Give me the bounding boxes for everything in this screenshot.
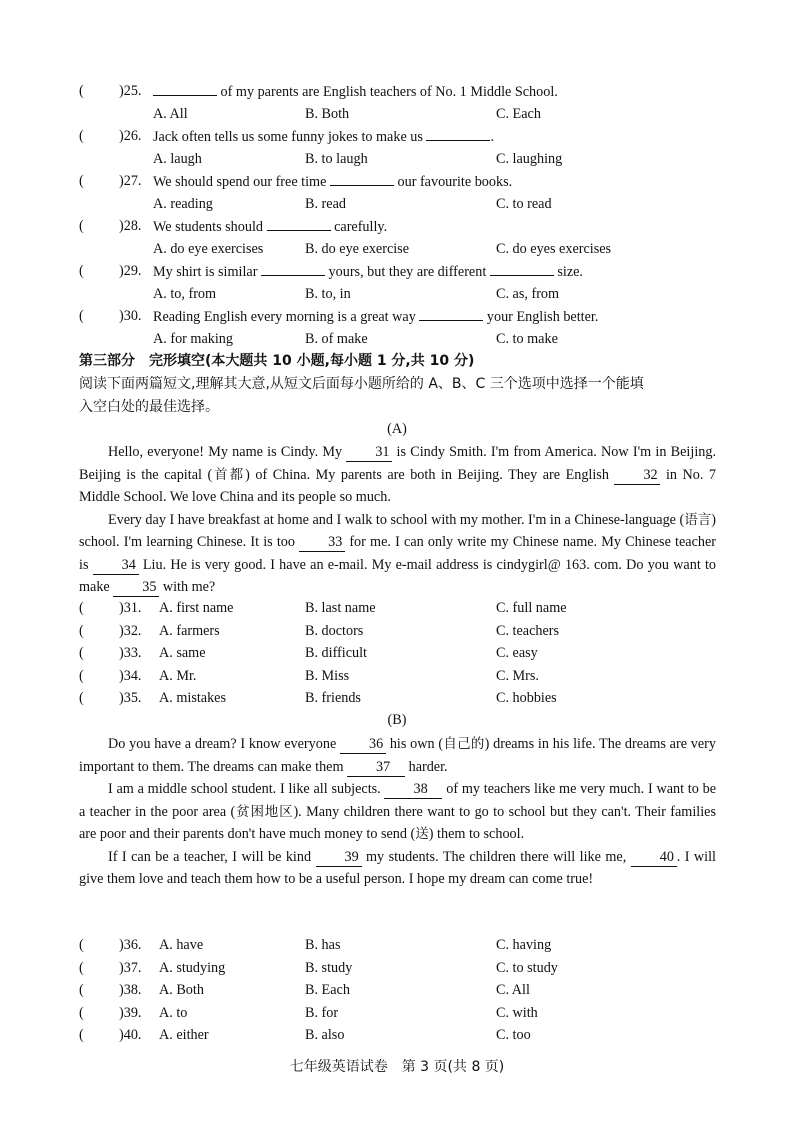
- section-heading: 第三部分 完形填空(本大题共 10 小题,每小题 1 分,共 10 分): [79, 353, 475, 369]
- option-a: A. All: [153, 106, 188, 122]
- option-c: C. to read: [496, 196, 552, 212]
- option-b: B. for: [305, 1005, 339, 1021]
- answer-blank: [426, 126, 490, 141]
- cloze-blank: 38: [384, 780, 442, 799]
- question-number: )28.: [119, 218, 142, 234]
- option-b: B. of make: [305, 331, 368, 347]
- question-stem: We students should carefully.: [153, 216, 387, 237]
- cloze-blank: 40: [631, 848, 677, 867]
- option-a: A. laugh: [153, 151, 202, 167]
- option-b: B. last name: [305, 600, 376, 616]
- option-b: B. study: [305, 960, 353, 976]
- question-number: )40.: [119, 1027, 142, 1043]
- answer-blank: [267, 216, 331, 231]
- option-b: B. Each: [305, 982, 350, 998]
- answer-bracket: (: [79, 623, 84, 639]
- option-c: C. as, from: [496, 286, 560, 302]
- question-number: )29.: [119, 263, 142, 279]
- option-a: A. have: [159, 937, 204, 953]
- option-a: A. reading: [153, 196, 213, 212]
- option-c: C. full name: [496, 600, 567, 616]
- option-c: C. to make: [496, 331, 558, 347]
- question-number: )34.: [119, 668, 142, 684]
- option-b: B. do eye exercise: [305, 241, 409, 257]
- question-number: )26.: [119, 128, 142, 144]
- option-c: C. too: [496, 1027, 531, 1043]
- answer-bracket: (: [79, 668, 84, 684]
- question-number: )37.: [119, 960, 142, 976]
- option-a: A. Both: [159, 982, 204, 998]
- option-b: B. Miss: [305, 668, 350, 684]
- option-a: A. first name: [159, 600, 234, 616]
- cloze-blank: 39: [316, 848, 362, 867]
- answer-bracket: (: [79, 600, 84, 616]
- option-c: C. teachers: [496, 623, 560, 639]
- question-number: )36.: [119, 937, 142, 953]
- option-a: A. either: [159, 1027, 209, 1043]
- option-c: C. easy: [496, 645, 538, 661]
- answer-bracket: (: [79, 263, 84, 279]
- page-footer: 七年级英语试卷 第 3 页(共 8 页): [289, 1059, 505, 1075]
- option-b: B. Both: [305, 106, 350, 122]
- option-c: C. to study: [496, 960, 558, 976]
- option-a: A. farmers: [159, 623, 220, 639]
- answer-bracket: (: [79, 937, 84, 953]
- cloze-blank: 36: [340, 735, 386, 754]
- option-a: A. to, from: [153, 286, 217, 302]
- cloze-blank: 35: [113, 578, 159, 597]
- option-a: A. studying: [159, 960, 226, 976]
- option-c: C. All: [496, 982, 530, 998]
- question-number: )39.: [119, 1005, 142, 1021]
- question-number: )25.: [119, 83, 142, 99]
- answer-bracket: (: [79, 128, 84, 144]
- option-b: B. also: [305, 1027, 345, 1043]
- cloze-blank: 37: [347, 758, 405, 777]
- answer-bracket: (: [79, 1005, 84, 1021]
- question-number: )32.: [119, 623, 142, 639]
- answer-blank: [261, 261, 325, 276]
- question-stem: My shirt is similar yours, but they are different size.: [153, 261, 583, 282]
- option-c: C. hobbies: [496, 690, 557, 706]
- question-number: )33.: [119, 645, 142, 661]
- option-b: B. friends: [305, 690, 361, 706]
- answer-bracket: (: [79, 83, 84, 99]
- option-b: B. difficult: [305, 645, 368, 661]
- question-number: )27.: [119, 173, 142, 189]
- passage-a-label: (A): [387, 421, 407, 437]
- option-a: A. same: [159, 645, 206, 661]
- option-a: A. Mr.: [159, 668, 197, 684]
- answer-blank: [419, 306, 483, 321]
- question-number: )35.: [119, 690, 142, 706]
- option-a: A. to: [159, 1005, 188, 1021]
- answer-bracket: (: [79, 308, 84, 324]
- option-c: C. Mrs.: [496, 668, 539, 684]
- option-c: C. having: [496, 937, 552, 953]
- answer-bracket: (: [79, 645, 84, 661]
- answer-bracket: (: [79, 960, 84, 976]
- question-number: )38.: [119, 982, 142, 998]
- passage-b-paragraph-2: I am a middle school student. I like all subjects. 38 of my teachers like me very much. I want to be a teacher in the poor area (贫困地区). Many children there want to go to school but they can't. Their families are poor and their parents don't have much money to send (送) them to school.: [79, 781, 717, 842]
- answer-bracket: (: [79, 690, 84, 706]
- option-c: C. with: [496, 1005, 538, 1021]
- option-b: B. has: [305, 937, 341, 953]
- section-instructions-line2: 入空白处的最佳选择。: [79, 399, 219, 415]
- option-a: A. do eye exercises: [153, 241, 264, 257]
- question-number: )30.: [119, 308, 142, 324]
- cloze-blank: 32: [614, 466, 660, 485]
- passage-a: [79, 441, 716, 599]
- answer-blank: [490, 261, 554, 276]
- passage-b-label: (B): [387, 712, 407, 728]
- option-c: C. Each: [496, 106, 541, 122]
- option-b: B. doctors: [305, 623, 364, 639]
- answer-bracket: (: [79, 982, 84, 998]
- question-stem: of my parents are English teachers of No. 1 Middle School.: [153, 81, 558, 102]
- answer-bracket: (: [79, 218, 84, 234]
- option-c: C. laughing: [496, 151, 563, 167]
- option-c: C. do eyes exercises: [496, 241, 612, 257]
- passage-b-paragraph-1: Do you have a dream? I know everyone 36 his own (自己的) dreams in his life. The dreams are very important to them. The dreams can make them 37 harder.: [79, 736, 716, 775]
- passage-b-paragraph-3: If I can be a teacher, I will be kind 39 my students. The children there will like me, 40 . I will give them love and teach them how to be a useful person. I hope my dream can come true!: [79, 848, 717, 887]
- answer-bracket: (: [79, 173, 84, 189]
- option-a: A. mistakes: [159, 690, 226, 706]
- cloze-blank: 34: [93, 556, 139, 575]
- answer-blank: [153, 81, 217, 96]
- answer-blank: [330, 171, 394, 186]
- option-b: B. read: [305, 196, 346, 212]
- question-stem: Reading English every morning is a great way your English better.: [153, 306, 598, 327]
- option-b: B. to, in: [305, 286, 351, 302]
- answer-bracket: (: [79, 1027, 84, 1043]
- option-a: A. for making: [153, 331, 233, 347]
- passage-a-paragraph-2: Every day I have breakfast at home and I walk to school with my mother. I'm in a Chinese-language (语言) school. I'm learning Chinese. It is too 33 for me. I can only write my Chinese name. My Chinese teacher is 34 Liu. He is very good. I have an e-mail. My e-mail address is cindygirl@ 163. com. Do you want to make 35 with me?: [79, 511, 717, 595]
- passage-b: [79, 733, 716, 891]
- cloze-blank: 33: [299, 533, 345, 552]
- cloze-blank: 31: [346, 443, 392, 462]
- option-b: B. to laugh: [305, 151, 368, 167]
- question-stem: Jack often tells us some funny jokes to make us .: [153, 126, 494, 147]
- question-stem: We should spend our free time our favourite books.: [153, 171, 512, 192]
- passage-a-paragraph-1: Hello, everyone! My name is Cindy. My 31 is Cindy Smith. I'm from America. Now I'm in Beijing. Beijing is the capital (首都) of China. My parents are both in Beijing. They are English 32 in No. 7 Middle School. We love China and its people so much.: [79, 444, 717, 505]
- question-number: )31.: [119, 600, 142, 616]
- section-instructions-line1: 阅读下面两篇短文,理解其大意,从短文后面每小题所给的 A、B、C 三个选项中选择一个能填: [79, 376, 644, 392]
